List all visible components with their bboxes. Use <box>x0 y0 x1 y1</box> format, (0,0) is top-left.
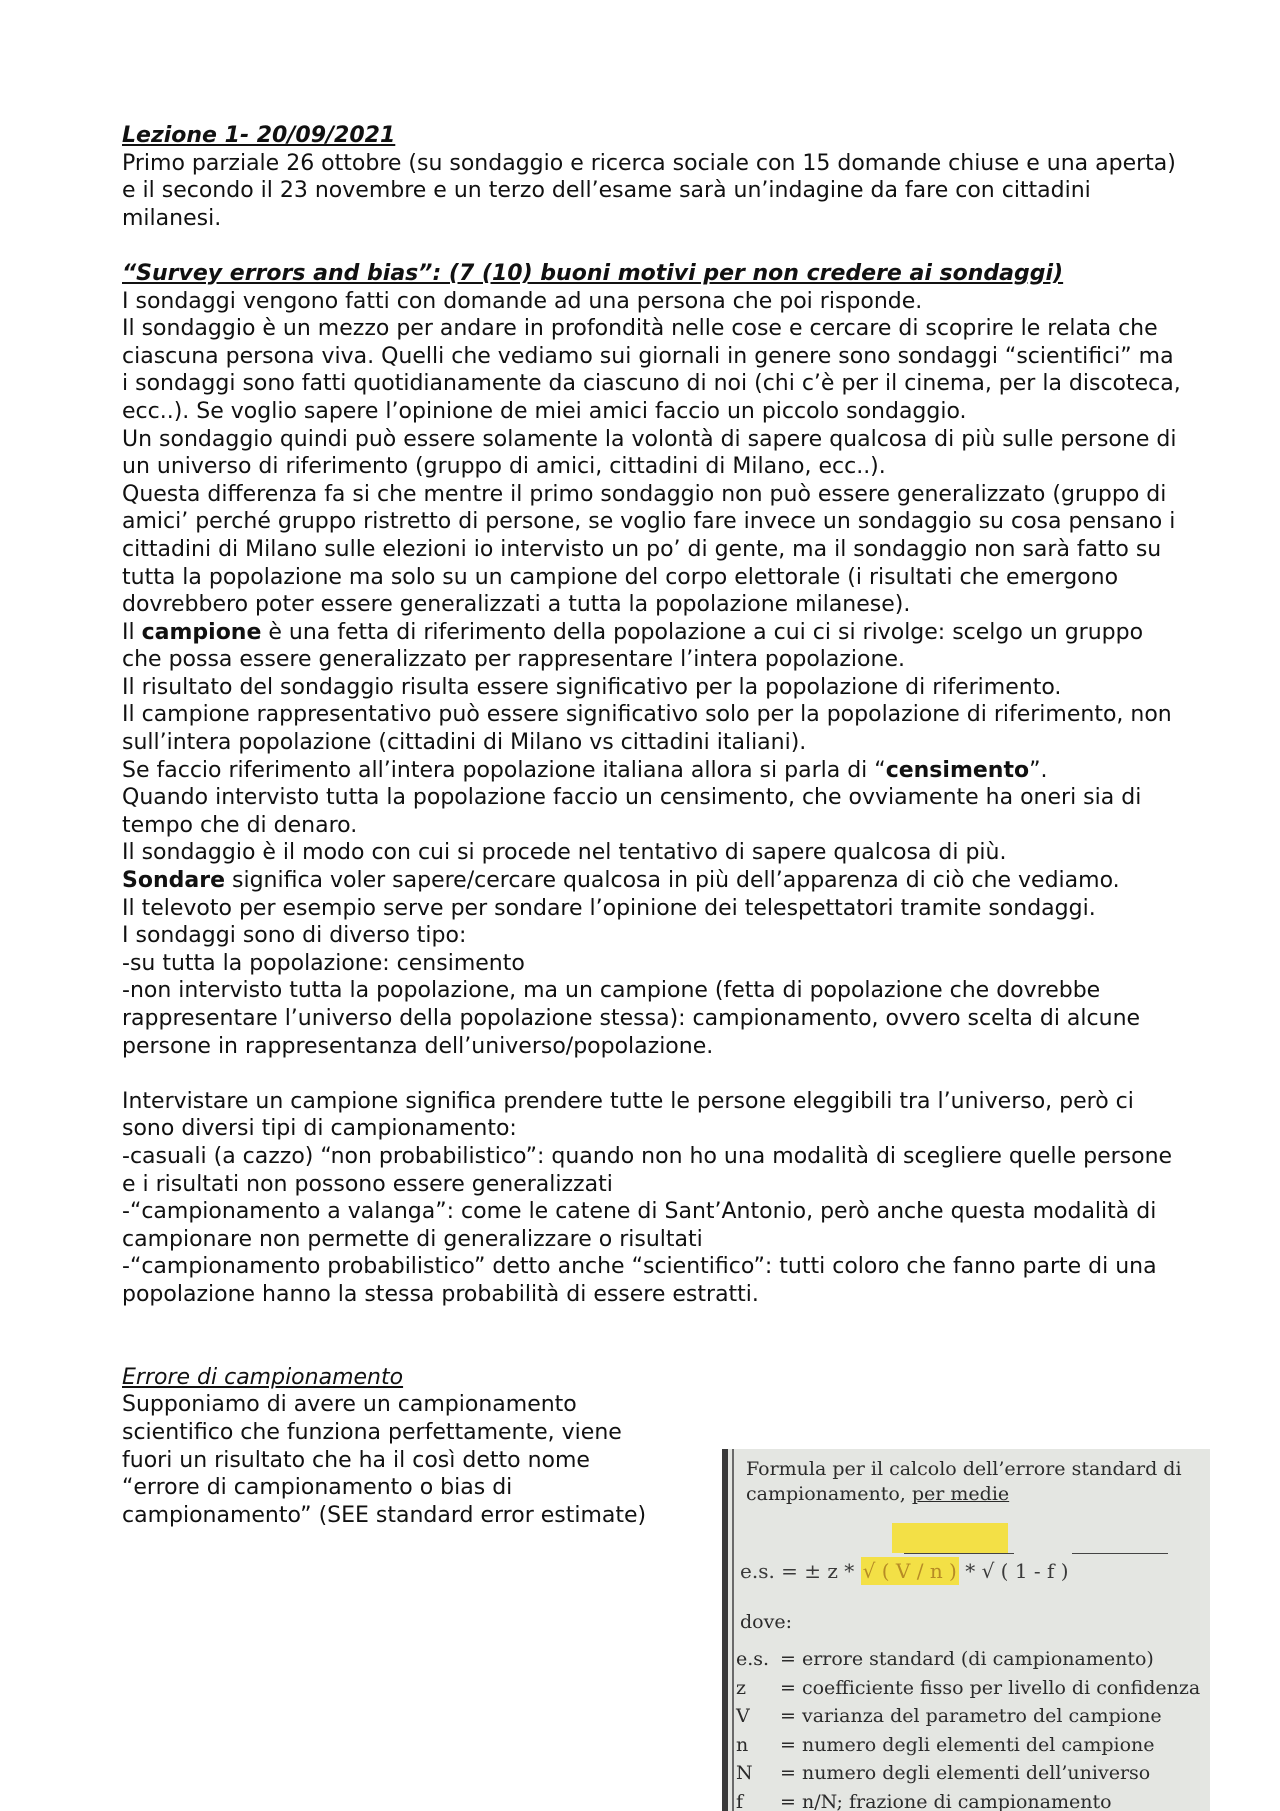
paragraph-censimento <box>122 757 1182 785</box>
paragraph: Il campione rappresentativo può essere significativo solo per la popolazione di riferimento, non sull’intera popolazione (cittadini di Milano vs cittadini italiani). <box>122 702 1172 756</box>
formula-highlighted-term: √ ( V / n ) <box>862 1559 957 1583</box>
formula-dove-label: dove: <box>740 1611 792 1633</box>
paragraph-campione <box>122 619 1182 674</box>
list-item: -non intervisto tutta la popolazione, ma un campione (fetta di popolazione che dovrebbe rappresentare l’universo della popolazione stessa): campionamento, ovvero scelta di alcune persone in rappresentanza dell’universo/popolazione. <box>122 978 1141 1059</box>
formula-lhs: e.s. = ± z * <box>740 1559 861 1583</box>
text-line: Supponiamo di avere un campionamento <box>122 1392 577 1418</box>
formula-definition-row <box>736 1645 1200 1674</box>
formula-definition-row <box>736 1731 1200 1760</box>
text-run: Il <box>122 619 142 645</box>
definition-text: = n/N; frazione di campionamento <box>780 1790 1112 1811</box>
definition-text: = numero degli elementi dell’universo <box>780 1762 1151 1784</box>
definition-text: = coefficiente fisso per livello di confidenza <box>780 1676 1201 1699</box>
text-run: campionamento, <box>746 1483 912 1505</box>
formula-title <box>746 1457 1206 1507</box>
root-overline <box>904 1553 1014 1554</box>
paragraph: I sondaggi sono di diverso tipo: <box>122 923 467 949</box>
definition-symbol: V <box>736 1705 750 1727</box>
text-run: significa voler sapere/cercare qualcosa in più dell’apparenza di ciò che vediamo. <box>225 868 1120 894</box>
definition-text: = numero degli elementi del campione <box>780 1733 1155 1756</box>
text-run: per medie <box>911 1483 1010 1505</box>
highlight-mark <box>892 1523 1008 1553</box>
definition-text: = varianza del parametro del campione <box>780 1705 1162 1727</box>
formula-definition-row <box>736 1788 1200 1811</box>
standard-error-formula-photo <box>722 1449 1210 1811</box>
paragraph: I sondaggi vengono fatti con domande ad una persona che poi risponde. <box>122 288 923 314</box>
formula-definition-row <box>736 1702 1200 1731</box>
definition-symbol: e.s. <box>736 1648 770 1670</box>
paragraph: Un sondaggio quindi può essere solamente la volontà di sapere qualcosa di più sulle persone di un universo di riferimento (gruppo di amici, cittadini di Milano, ecc..). <box>122 426 1177 480</box>
list-item: -su tutta la popolazione: censimento <box>122 950 525 976</box>
text-run: Se faccio riferimento all’intera popolazione italiana allora si parla di “ <box>122 757 886 783</box>
paragraph: Intervistare un campione significa prendere tutte le persone eleggibili tra l’universo, però ci sono diversi tipi di campionamento: <box>122 1088 1134 1142</box>
definition-symbol: f <box>736 1790 744 1811</box>
definition-symbol: n <box>736 1733 749 1756</box>
bold-term-campione: campione <box>141 619 262 645</box>
formula-definition-row <box>736 1759 1200 1788</box>
paragraph: Il televoto per esempio serve per sondare l’opinione dei telespettatori tramite sondaggi. <box>122 895 1096 921</box>
bold-term-sondare: Sondare <box>122 868 225 894</box>
text-line: fuori un risultato che ha il così detto nome <box>122 1447 590 1473</box>
lesson-title: Lezione 1- 20/09/2021 <box>122 123 396 148</box>
definition-symbol: N <box>736 1762 753 1784</box>
paragraph: Questa differenza fa si che mentre il primo sondaggio non può essere generalizzato (gruppo di amici’ perché gruppo ristretto di persone, se voglio fare invece un sondaggio su cosa pensano i cittadini di Milano sulle elezioni io intervisto un po’ di gente, ma il sondaggio non sarà fatto su tutta la popolazione ma solo su un campione del corpo elettorale (i risultati che emergono dovrebbero poter essere generalizzati a tutta la popolazione milanese). <box>122 481 1176 618</box>
photo-edge <box>732 1449 734 1811</box>
text-run: è una fetta di riferimento della popolazione a cui ci si rivolge: scelgo un gruppo che possa essere generalizzato per rappresentare l’intera popolazione. <box>122 619 1144 673</box>
formula-definitions <box>736 1645 1200 1811</box>
text-line: scientifico che funziona perfettamente, viene <box>122 1419 622 1445</box>
formula-title-line: Formula per il calcolo dell’errore standard di <box>746 1458 1182 1480</box>
lesson-intro: Primo parziale 26 ottobre (su sondaggio e ricerca sociale con 15 domande chiuse e una aperta) e il secondo il 23 novembre e un terzo dell’esame sarà un’indagine da fare con cittadini milanesi. <box>122 150 1176 231</box>
sampling-error-heading: Errore di campionamento <box>122 1364 404 1390</box>
list-item: -casuali (a cazzo) “non probabilistico”: quando non ho una modalità di scegliere quelle persone e i risultati non possono essere generalizzati <box>122 1143 1173 1197</box>
paragraph: Quando intervisto tutta la popolazione faccio un censimento, che ovviamente ha oneri sia di tempo che di denaro. <box>122 785 1142 838</box>
list-item: -“campionamento probabilistico” detto anche “scientifico”: tutti coloro che fanno parte di una popolazione hanno la stessa probabilità di essere estratti. <box>122 1254 1157 1307</box>
formula-definition-row <box>736 1674 1200 1703</box>
formula-rhs: * √ ( 1 - f ) <box>958 1559 1069 1583</box>
formula-expression <box>740 1559 1069 1583</box>
formula-title-line <box>746 1482 1206 1507</box>
bold-term-censimento: censimento <box>885 757 1030 783</box>
root-overline <box>1072 1553 1168 1554</box>
text-line: campionamento” (SEE standard error estimate) <box>122 1502 647 1528</box>
definition-symbol: z <box>736 1676 747 1699</box>
photo-edge <box>722 1449 728 1811</box>
definition-text: = errore standard (di campionamento) <box>780 1648 1154 1670</box>
list-item: -“campionamento a valanga”: come le catene di Sant’Antonio, però anche questa modalità di campionare non permette di generalizzare o risultati <box>122 1199 1157 1252</box>
paragraph-sondare <box>122 867 1182 895</box>
text-run: ”. <box>1029 757 1048 783</box>
text-line: “errore di campionamento o bias di <box>122 1475 513 1501</box>
paragraph: Il sondaggio è un mezzo per andare in profondità nelle cose e cercare di scoprire le relata che ciascuna persona viva. Quelli che vediamo sui giornali in genere sono sondaggi “scientifici” ma i sondaggi sono fatti quotidianamente da ciascuno di noi (chi c’è per il cinema, per la discoteca, ecc..). Se voglio sapere l’opinione de miei amici faccio un piccolo sondaggio. <box>122 316 1181 424</box>
paragraph: Il sondaggio è il modo con cui si procede nel tentativo di sapere qualcosa di più. <box>122 840 1007 866</box>
paragraph: Il risultato del sondaggio risulta essere significativo per la popolazione di riferimento. <box>122 674 1062 700</box>
survey-errors-heading: “Survey errors and bias”: (7 (10) buoni motivi per non credere ai sondaggi) <box>122 260 1064 286</box>
document-page <box>122 122 1182 1529</box>
